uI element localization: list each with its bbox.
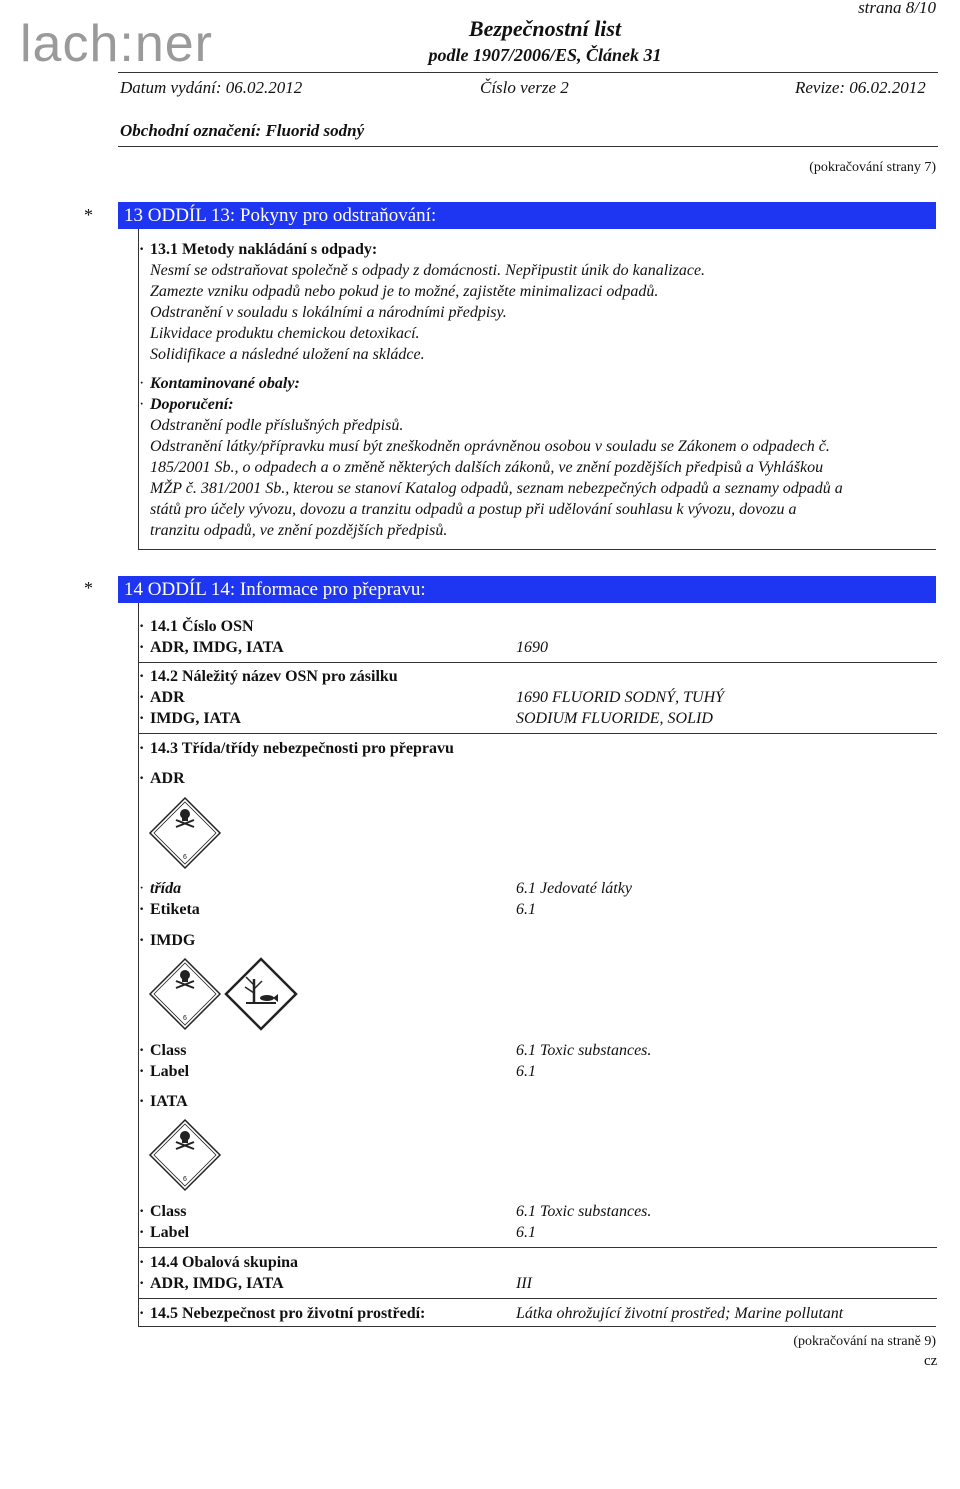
s13-line: Odstranění látky/přípravku musí být zneškodněn oprávněnou osobou v souladu se Zákonem o odpadech č. — [150, 438, 830, 455]
row-rule — [139, 662, 937, 663]
s14-adr-class-label: · třída — [139, 880, 182, 897]
row-rule — [139, 1247, 937, 1248]
s14-imdg-heading: · IMDG — [139, 932, 196, 949]
row-rule — [139, 733, 937, 734]
svg-text:6: 6 — [183, 854, 187, 861]
s13-line: států pro účely vývozu, dovozu a tranzitu odpadů a postup při udělování souhlasu k vývozu, dovozu a — [150, 501, 797, 518]
s13-heading-methods: · 13.1 Metody nakládání s odpady: — [139, 241, 378, 258]
change-marker: * — [84, 578, 93, 598]
s14-imdg-class-value: 6.1 Toxic substances. — [516, 1042, 652, 1059]
language-code: cz — [924, 1353, 938, 1369]
s14-adr-label-label: · Etiketa — [139, 901, 200, 918]
row-rule — [139, 1298, 937, 1299]
s14-imdg-iata-name: SODIUM FLUORIDE, SOLID — [516, 710, 713, 727]
s14-adr-heading: · ADR — [139, 770, 185, 787]
s14-un-number-heading: · 14.1 Číslo OSN — [139, 618, 254, 635]
s14-iata-label-label: · Label — [139, 1224, 190, 1241]
s14-adr-class-value: 6.1 Jedovaté látky — [516, 880, 632, 897]
s14-shipping-name-heading: · 14.2 Náležitý název OSN pro zásilku — [139, 668, 398, 685]
s13-line: Zamezte vzniku odpadů nebo pokud je to možné, zajistěte minimalizaci odpadů. — [150, 283, 659, 300]
s14-un-number-label: · ADR, IMDG, IATA — [139, 639, 284, 656]
s13-line: Odstranění podle příslušných předpisů. — [150, 417, 404, 434]
s13-heading-recommendation: · Doporučení: — [139, 396, 234, 413]
toxic-skull-icon — [148, 957, 222, 1031]
s13-line: 185/2001 Sb., o odpadech a o změně některých dalších zákonů, ve znění pozdějších předpisů a Vyhláškou — [150, 459, 824, 476]
s13-line: Nesmí se odstraňovat společně s odpady z domácnosti. Nepřipustit únik do kanalizace. — [150, 262, 706, 279]
company-logo: lach:ner — [20, 15, 213, 73]
s14-adr-label-value: 6.1 — [516, 901, 536, 918]
s14-adr-label: · ADR — [139, 689, 185, 706]
svg-text:6: 6 — [183, 1176, 187, 1183]
s14-imdg-iata-label: · IMDG, IATA — [139, 710, 241, 727]
s14-un-number-value: 1690 — [516, 639, 548, 656]
s14-iata-label-value: 6.1 — [516, 1224, 536, 1241]
s14-packing-group-heading: · 14.4 Obalová skupina — [139, 1254, 299, 1271]
environment-hazard-icon — [224, 957, 298, 1031]
document-subtitle: podle 1907/2006/ES, Článek 31 — [428, 45, 662, 65]
section-13-banner: 13 ODDÍL 13: Pokyny pro odstraňování: — [118, 202, 936, 229]
s13-line: Likvidace produktu chemickou detoxikací. — [150, 325, 420, 342]
s14-packing-group-value: III — [516, 1275, 532, 1292]
issue-date: Datum vydání: 06.02.2012 — [120, 78, 303, 97]
s14-imdg-class-label: · Class — [139, 1042, 187, 1059]
continued-from: (pokračování strany 7) — [809, 160, 936, 175]
s14-packing-group-label: · ADR, IMDG, IATA — [139, 1275, 284, 1292]
section-14-banner: 14 ODDÍL 14: Informace pro přepravu: — [118, 576, 936, 603]
s14-iata-heading: · IATA — [139, 1093, 188, 1110]
continued-to: (pokračování na straně 9) — [793, 1334, 936, 1349]
product-rule — [118, 146, 938, 147]
toxic-skull-icon — [148, 796, 222, 870]
header-rule — [118, 72, 938, 73]
s14-imdg-label-value: 6.1 — [516, 1063, 536, 1080]
s14-iata-class-value: 6.1 Toxic substances. — [516, 1203, 652, 1220]
change-marker: * — [84, 205, 93, 225]
svg-text:6: 6 — [183, 1015, 187, 1022]
s14-environment-value: Látka ohrožující životní prostřed; Marine pollutant — [516, 1305, 844, 1322]
revision-date: Revize: 06.02.2012 — [795, 78, 926, 97]
s14-imdg-label-label: · Label — [139, 1063, 190, 1080]
s13-line: MŽP č. 381/2001 Sb., kterou se stanoví Katalog odpadů, seznam nebezpečných odpadů a seznamy odpadů a — [150, 480, 843, 497]
s13-line: Odstranění v souladu s lokálními a národními předpisy. — [150, 304, 507, 321]
s13-line: tranzitu odpadů, ve znění pozdějších předpisů. — [150, 522, 448, 539]
s14-iata-class-label: · Class — [139, 1203, 187, 1220]
s14-adr-name: 1690 FLUORID SODNÝ, TUHÝ — [516, 689, 725, 706]
version-number: Číslo verze 2 — [480, 78, 569, 97]
s13-heading-packaging: · Kontaminované obaly: — [139, 375, 300, 392]
s14-class-heading: · 14.3 Třída/třídy nebezpečnosti pro přepravu — [139, 740, 454, 757]
product-name: Obchodní označení: Fluorid sodný — [120, 121, 365, 140]
s13-line: Solidifikace a následné uložení na skládce. — [150, 346, 425, 363]
s14-environment-label: · 14.5 Nebezpečnost pro životní prostředí: — [139, 1305, 426, 1322]
document-title: Bezpečnostní list — [468, 16, 622, 41]
page-number: strana 8/10 — [858, 0, 936, 17]
toxic-skull-icon — [148, 1118, 222, 1192]
